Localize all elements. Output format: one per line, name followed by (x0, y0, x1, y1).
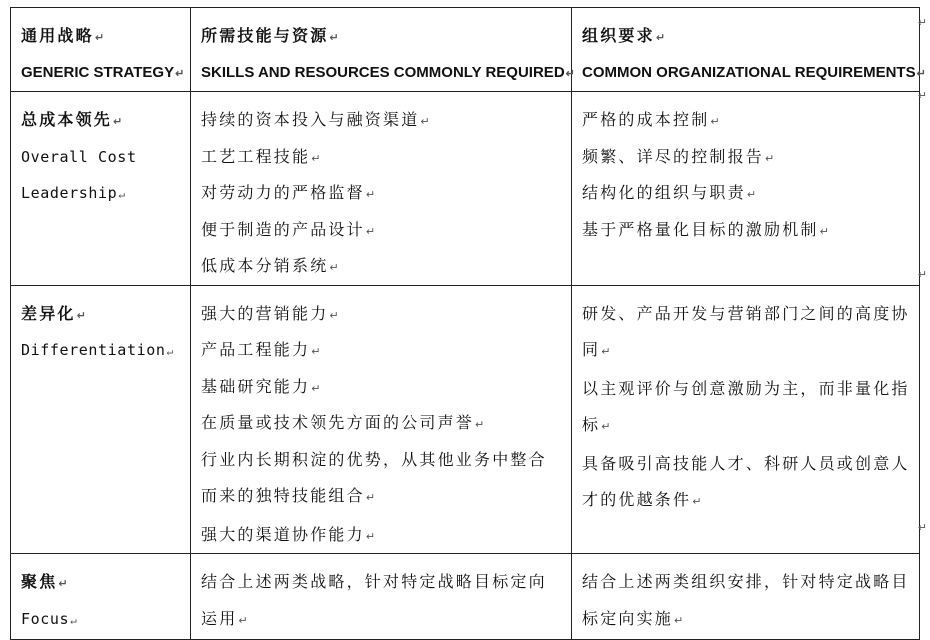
paragraph-mark-icon: ↵ (365, 491, 376, 504)
requirements-cell (572, 92, 920, 286)
row-end-mark-icon: ↵ (917, 16, 927, 29)
list-item: 在质量或技术领先方面的公司声誉↵ (201, 413, 485, 432)
requirements-cell (572, 554, 920, 640)
strategy-name-en: Differentiation↵ (21, 341, 174, 359)
paragraph-mark-icon: ↵ (58, 577, 68, 590)
paragraph-mark-icon: ↵ (70, 613, 77, 627)
list-item: 便于制造的产品设计↵ (201, 219, 376, 239)
strategy-table (10, 7, 926, 640)
list-item: 结构化的组织与职责↵ (582, 183, 757, 202)
list-item: 基于严格量化目标的激励机制↵ (582, 219, 829, 239)
header-requirements-zh: 组织要求↵ (582, 26, 666, 45)
paragraph-mark-icon: ↵ (475, 418, 485, 431)
paragraph-mark-icon: ↵ (565, 67, 575, 80)
list-item: 结合上述两类战略，针对特定战略目标定向运用↵ (201, 572, 547, 628)
list-item: 结合上述两类组织安排，针对特定战略目标定向实施↵ (582, 572, 910, 628)
strategy-name-zh: 聚焦↵ (21, 572, 68, 591)
strategy-cell (11, 285, 191, 554)
strategy-name-en: Overall Cost (21, 147, 137, 166)
paragraph-mark-icon: ↵ (692, 495, 702, 508)
requirements-cell (572, 285, 920, 554)
paragraph-mark-icon: ↵ (655, 31, 666, 44)
row-end-mark-icon: ↵ (917, 89, 927, 102)
list-item: 工艺工程技能↵ (201, 146, 321, 166)
list-item: 产品工程能力↵ (201, 340, 321, 359)
paragraph-mark-icon: ↵ (365, 224, 376, 238)
list-item: 对劳动力的严格监督↵ (201, 183, 376, 202)
paragraph-mark-icon: ↵ (329, 261, 339, 274)
paragraph-mark-icon: ↵ (175, 67, 185, 80)
paragraph-mark-icon: ↵ (674, 613, 684, 627)
list-item: 行业内长期积淀的优势，从其他业务中整合而来的独特技能组合↵ (201, 449, 547, 505)
paragraph-mark-icon: ↵ (601, 345, 611, 358)
table-row (11, 554, 920, 640)
header-strategy-zh: 通用战略↵ (21, 26, 105, 45)
paragraph-mark-icon: ↵ (601, 420, 611, 433)
paragraph-mark-icon: ↵ (819, 224, 829, 238)
skills-cell (191, 92, 572, 286)
strategy-cell (11, 554, 191, 640)
list-item: 强大的渠道协作能力↵ (201, 524, 376, 544)
paragraph-mark-icon: ↵ (365, 188, 376, 201)
list-item: 基础研究能力↵ (201, 376, 321, 396)
strategy-name-en: Leadership↵ (21, 184, 125, 202)
list-item: 强大的营销能力↵ (201, 303, 339, 323)
header-skills-zh: 所需技能与资源↵ (201, 26, 339, 45)
header-skills-en: SKILLS AND RESOURCES COMMONLY REQUIRED↵ (201, 63, 575, 81)
paragraph-mark-icon: ↵ (94, 31, 105, 44)
paragraph-mark-icon: ↵ (710, 115, 720, 128)
skills-cell (191, 554, 572, 640)
paragraph-mark-icon: ↵ (765, 151, 775, 165)
list-item: 严格的成本控制↵ (582, 110, 720, 129)
row-end-mark-icon: ↵ (917, 521, 927, 534)
paragraph-mark-icon: ↵ (365, 529, 376, 543)
header-requirements-en: COMMON ORGANIZATIONAL REQUIREMENTS↵ (582, 63, 926, 81)
table-row (11, 285, 920, 554)
list-item: 具备吸引高技能人才、科研人员或创意人才的优越条件↵ (582, 453, 910, 509)
skills-cell (191, 285, 572, 554)
header-cell-strategy (11, 8, 191, 92)
paragraph-mark-icon: ↵ (76, 308, 86, 322)
header-strategy-en: GENERIC STRATEGY↵ (21, 63, 185, 81)
list-item: 频繁、详尽的控制报告↵ (582, 146, 775, 166)
paragraph-mark-icon: ↵ (238, 613, 248, 627)
paragraph-mark-icon: ↵ (746, 188, 757, 201)
table-header-row (11, 8, 920, 92)
list-item: 研发、产品开发与营销部门之间的高度协同↵ (582, 303, 910, 359)
list-item: 低成本分销系统↵ (201, 256, 339, 275)
paragraph-mark-icon: ↵ (329, 31, 339, 44)
strategy-name-zh: 差异化↵ (21, 303, 86, 323)
table-row (11, 92, 920, 286)
header-cell-requirements (572, 8, 926, 92)
paragraph-mark-icon: ↵ (311, 381, 321, 395)
paragraph-mark-icon: ↵ (420, 115, 430, 128)
paragraph-mark-icon: ↵ (118, 188, 125, 201)
list-item: 以主观评价与创意激励为主，而非量化指标↵ (582, 378, 910, 434)
paragraph-mark-icon: ↵ (311, 345, 321, 358)
paragraph-mark-icon: ↵ (311, 151, 321, 165)
strategy-name-zh: 总成本领先↵ (21, 110, 123, 129)
header-cell-skills (191, 8, 575, 92)
paragraph-mark-icon: ↵ (916, 67, 926, 80)
paragraph-mark-icon: ↵ (113, 115, 123, 128)
paragraph-mark-icon: ↵ (329, 308, 339, 322)
list-item: 持续的资本投入与融资渠道↵ (201, 110, 430, 129)
paragraph-mark-icon: ↵ (166, 345, 174, 358)
strategy-cell (11, 92, 191, 286)
strategy-name-en: Focus↵ (21, 609, 77, 628)
row-end-mark-icon: ↵ (917, 268, 927, 281)
